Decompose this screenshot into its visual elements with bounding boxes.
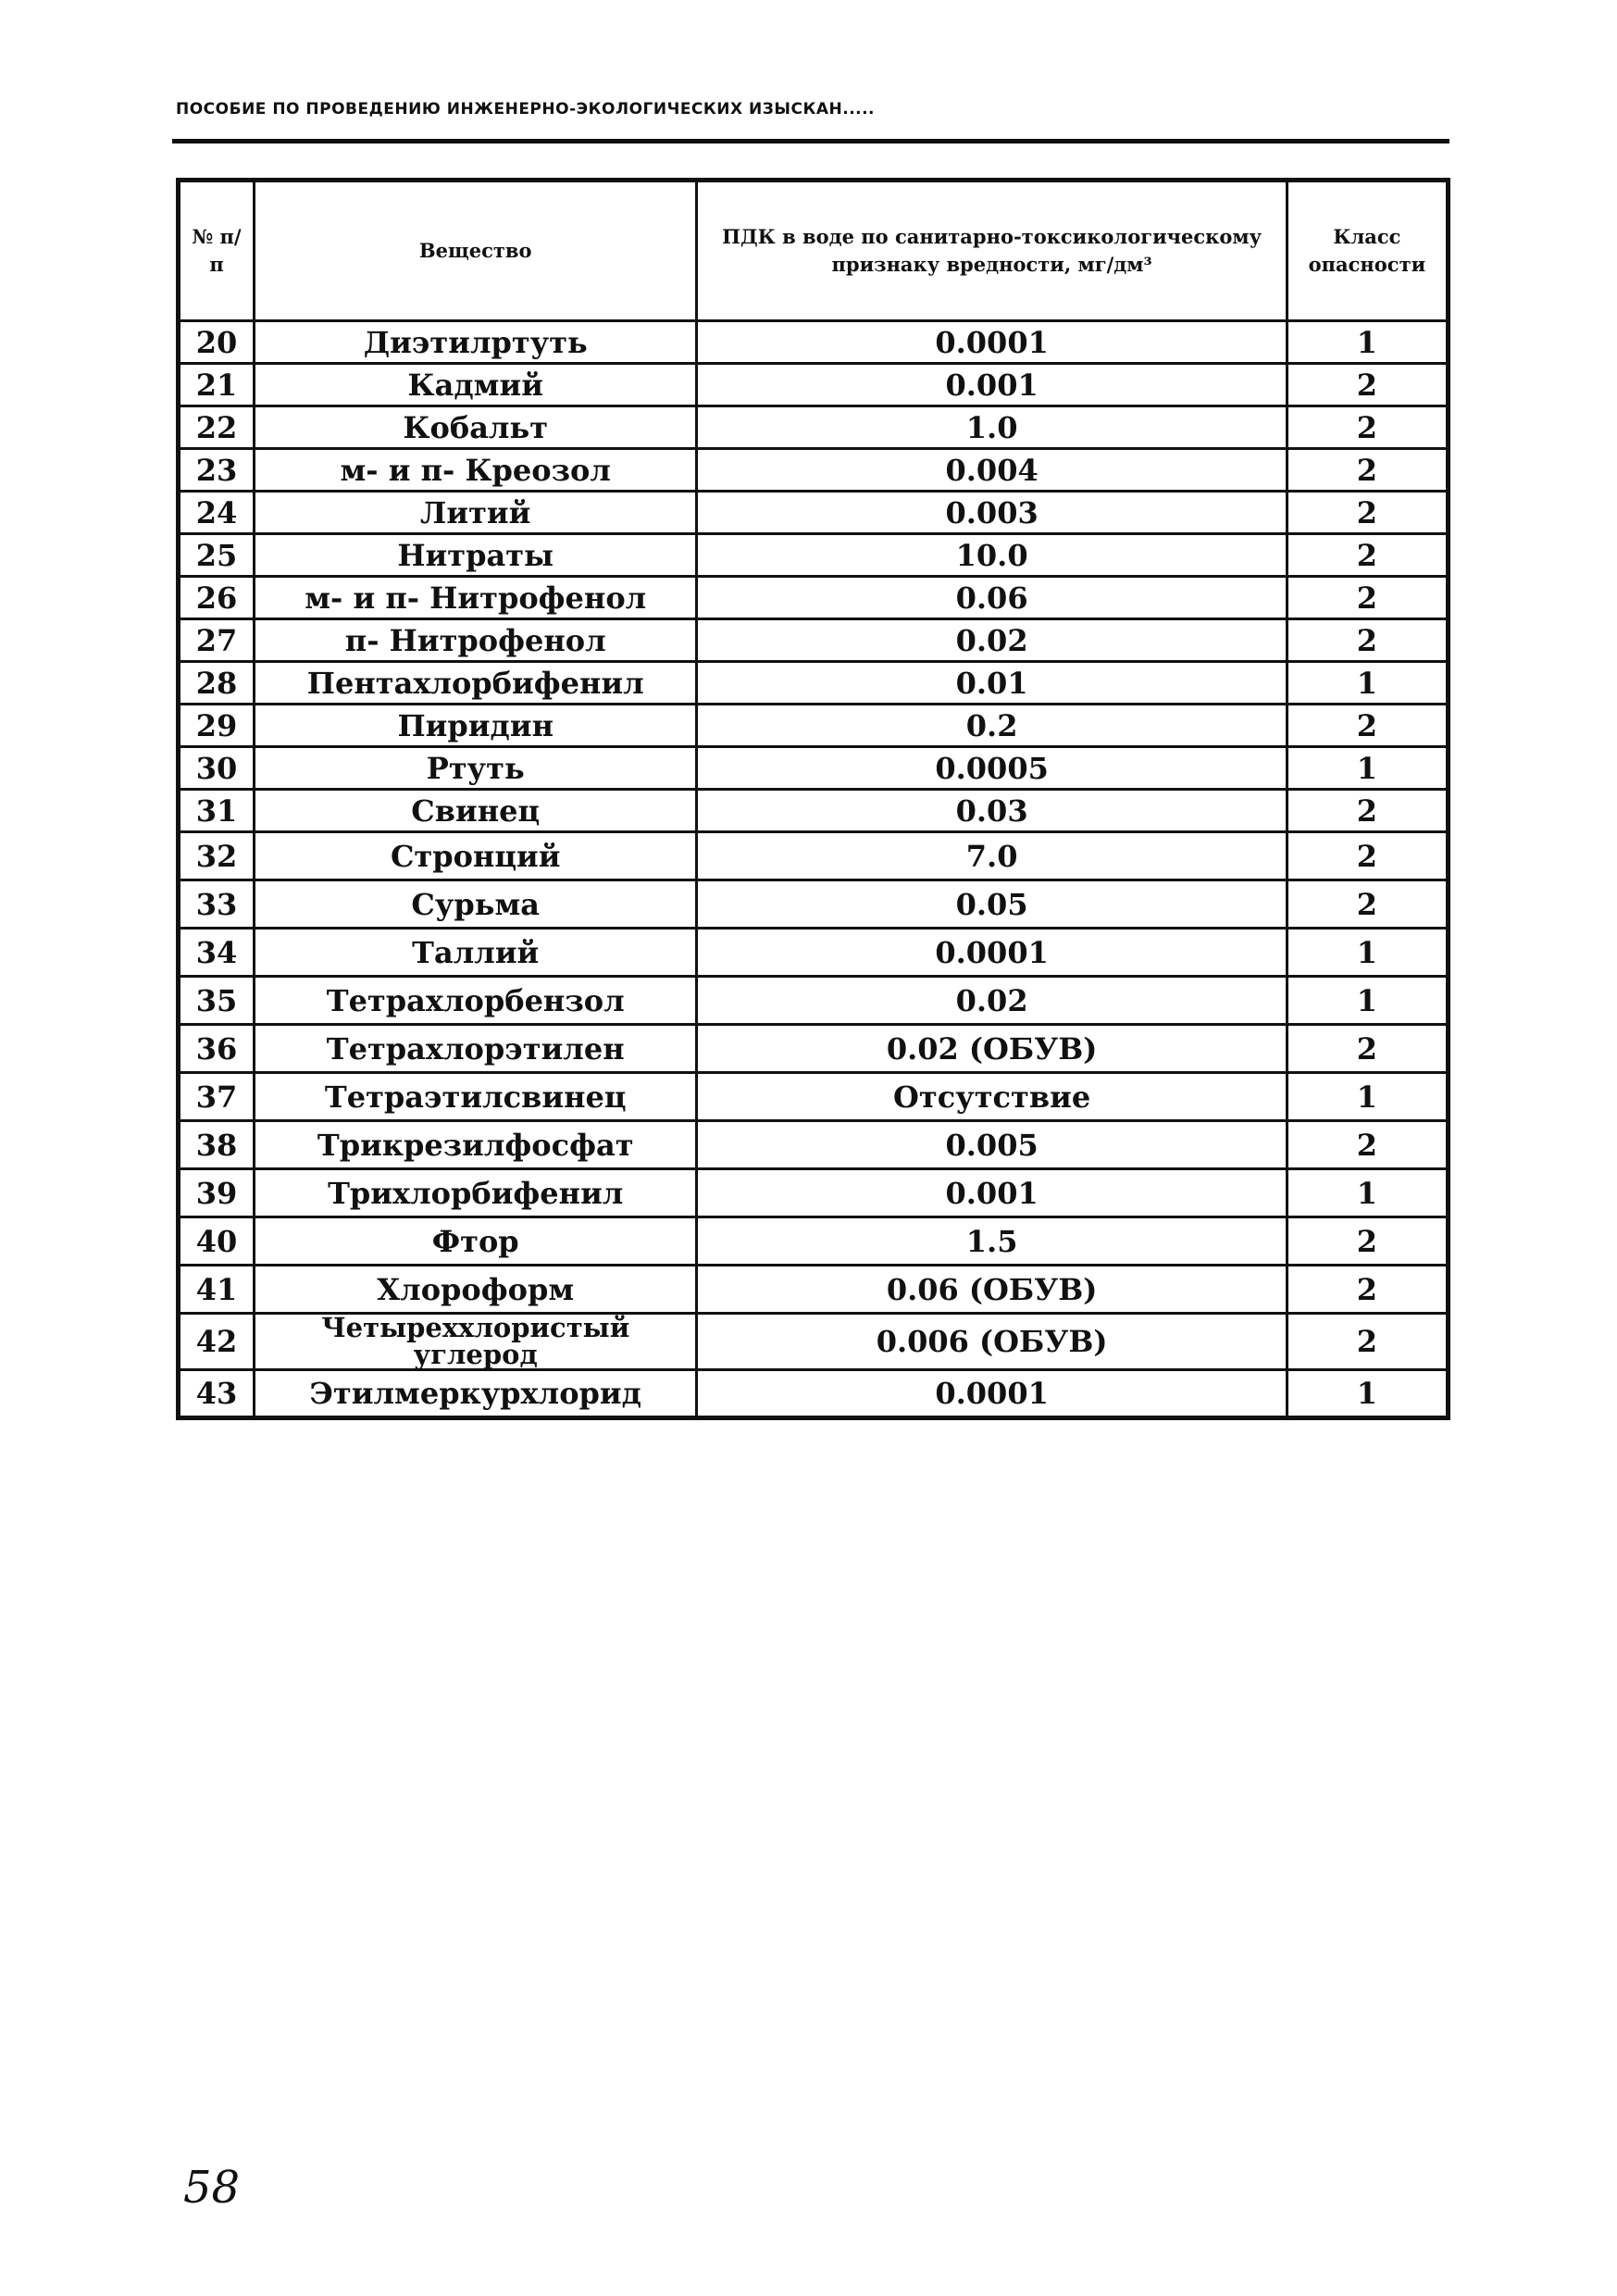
cell-num: 40	[179, 1217, 255, 1266]
table-row	[179, 492, 1449, 534]
table-row	[179, 790, 1449, 832]
cell-hazard-class: 2	[1287, 577, 1448, 619]
cell-hazard-class: 2	[1287, 492, 1448, 534]
cell-num: 43	[179, 1370, 255, 1418]
mpc-table	[176, 178, 1450, 1420]
cell-hazard-class: 1	[1287, 929, 1448, 977]
cell-hazard-class: 1	[1287, 1169, 1448, 1217]
cell-hazard-class: 2	[1287, 705, 1448, 747]
cell-mpc: 0.01	[697, 662, 1287, 705]
cell-mpc: 0.004	[697, 449, 1287, 492]
cell-substance: Таллий	[255, 929, 697, 977]
cell-num: 20	[179, 321, 255, 364]
cell-substance: Диэтилртуть	[255, 321, 697, 364]
table-row	[179, 449, 1449, 492]
cell-mpc: 0.003	[697, 492, 1287, 534]
cell-mpc: 10.0	[697, 534, 1287, 577]
table-row	[179, 534, 1449, 577]
cell-mpc: 0.0001	[697, 929, 1287, 977]
cell-hazard-class: 2	[1287, 1217, 1448, 1266]
table-row	[179, 577, 1449, 619]
table-row	[179, 880, 1449, 929]
cell-substance: Этилмеркурхлорид	[255, 1370, 697, 1418]
cell-num: 24	[179, 492, 255, 534]
cell-num: 41	[179, 1266, 255, 1314]
cell-num: 37	[179, 1073, 255, 1121]
cell-hazard-class: 2	[1287, 364, 1448, 406]
cell-mpc: 1.0	[697, 406, 1287, 449]
cell-num: 23	[179, 449, 255, 492]
table-row	[179, 929, 1449, 977]
cell-mpc: 0.001	[697, 1169, 1287, 1217]
cell-hazard-class: 2	[1287, 1121, 1448, 1169]
cell-substance: Стронций	[255, 832, 697, 880]
cell-hazard-class: 2	[1287, 1025, 1448, 1073]
cell-substance: Ртуть	[255, 747, 697, 790]
cell-substance: Четыреххлористый углерод	[255, 1314, 697, 1370]
cell-hazard-class: 2	[1287, 619, 1448, 662]
cell-num: 30	[179, 747, 255, 790]
cell-mpc: 0.05	[697, 880, 1287, 929]
cell-mpc: 0.02 (ОБУВ)	[697, 1025, 1287, 1073]
table-row	[179, 1169, 1449, 1217]
cell-mpc: 1.5	[697, 1217, 1287, 1266]
cell-mpc: 7.0	[697, 832, 1287, 880]
cell-hazard-class: 1	[1287, 321, 1448, 364]
cell-substance: Литий	[255, 492, 697, 534]
cell-hazard-class: 1	[1287, 747, 1448, 790]
page-number: 58	[183, 2162, 241, 2214]
cell-mpc: 0.02	[697, 977, 1287, 1025]
cell-substance: Трикрезилфосфат	[255, 1121, 697, 1169]
cell-num: 21	[179, 364, 255, 406]
cell-substance: Свинец	[255, 790, 697, 832]
table-row	[179, 1217, 1449, 1266]
table-row	[179, 747, 1449, 790]
cell-hazard-class: 2	[1287, 406, 1448, 449]
cell-mpc: 0.001	[697, 364, 1287, 406]
cell-num: 22	[179, 406, 255, 449]
cell-hazard-class: 2	[1287, 880, 1448, 929]
cell-substance: Пентахлорбифенил	[255, 662, 697, 705]
table-row	[179, 662, 1449, 705]
cell-hazard-class: 2	[1287, 832, 1448, 880]
table-row	[179, 1121, 1449, 1169]
cell-mpc: 0.006 (ОБУВ)	[697, 1314, 1287, 1370]
table-row	[179, 832, 1449, 880]
cell-substance: Хлороформ	[255, 1266, 697, 1314]
header-substance: Вещество	[255, 181, 697, 321]
cell-hazard-class: 1	[1287, 1370, 1448, 1418]
cell-num: 28	[179, 662, 255, 705]
cell-num: 27	[179, 619, 255, 662]
cell-substance: Сурьма	[255, 880, 697, 929]
cell-hazard-class: 1	[1287, 1073, 1448, 1121]
cell-num: 31	[179, 790, 255, 832]
cell-num: 36	[179, 1025, 255, 1073]
header-hazard-class: Класс опасности	[1287, 181, 1448, 321]
cell-substance: м- и п- Нитрофенол	[255, 577, 697, 619]
cell-mpc: Отсутствие	[697, 1073, 1287, 1121]
cell-num: 33	[179, 880, 255, 929]
cell-substance: Тетрахлорбензол	[255, 977, 697, 1025]
cell-substance: Фтор	[255, 1217, 697, 1266]
table-row	[179, 1314, 1449, 1370]
table-row	[179, 1370, 1449, 1418]
cell-substance: Трихлорбифенил	[255, 1169, 697, 1217]
cell-mpc: 0.02	[697, 619, 1287, 662]
cell-num: 26	[179, 577, 255, 619]
cell-hazard-class: 2	[1287, 1266, 1448, 1314]
table-row	[179, 705, 1449, 747]
cell-substance: п- Нитрофенол	[255, 619, 697, 662]
cell-substance: Тетрахлорэтилен	[255, 1025, 697, 1073]
header-mpc: ПДК в воде по санитарно-токсикологическому признаку вредности, мг/дм³	[697, 181, 1287, 321]
cell-mpc: 0.03	[697, 790, 1287, 832]
table-row	[179, 619, 1449, 662]
table-row	[179, 1266, 1449, 1314]
header-rule	[172, 139, 1449, 144]
table-body	[179, 321, 1449, 1418]
header-num: № п/п	[179, 181, 255, 321]
cell-substance: Нитраты	[255, 534, 697, 577]
table-header-row	[179, 181, 1449, 321]
cell-substance: Тетраэтилсвинец	[255, 1073, 697, 1121]
cell-num: 32	[179, 832, 255, 880]
cell-substance: м- и п- Креозол	[255, 449, 697, 492]
running-head: ПОСОБИЕ ПО ПРОВЕДЕНИЮ ИНЖЕНЕРНО-ЭКОЛОГИЧЕСКИХ ИЗЫСКАН.....	[176, 100, 876, 119]
cell-hazard-class: 1	[1287, 977, 1448, 1025]
cell-substance: Кобальт	[255, 406, 697, 449]
cell-mpc: 0.06 (ОБУВ)	[697, 1266, 1287, 1314]
table-row	[179, 1025, 1449, 1073]
cell-hazard-class: 2	[1287, 534, 1448, 577]
cell-substance: Пиридин	[255, 705, 697, 747]
table-row	[179, 1073, 1449, 1121]
cell-mpc: 0.005	[697, 1121, 1287, 1169]
cell-hazard-class: 1	[1287, 662, 1448, 705]
cell-num: 42	[179, 1314, 255, 1370]
cell-mpc: 0.06	[697, 577, 1287, 619]
cell-hazard-class: 2	[1287, 790, 1448, 832]
cell-mpc: 0.0005	[697, 747, 1287, 790]
cell-num: 39	[179, 1169, 255, 1217]
cell-num: 35	[179, 977, 255, 1025]
cell-substance: Кадмий	[255, 364, 697, 406]
cell-mpc: 0.0001	[697, 321, 1287, 364]
cell-hazard-class: 2	[1287, 1314, 1448, 1370]
table-row	[179, 321, 1449, 364]
table-row	[179, 406, 1449, 449]
table-row	[179, 977, 1449, 1025]
cell-mpc: 0.0001	[697, 1370, 1287, 1418]
table-row	[179, 364, 1449, 406]
cell-num: 34	[179, 929, 255, 977]
cell-mpc: 0.2	[697, 705, 1287, 747]
cell-hazard-class: 2	[1287, 449, 1448, 492]
cell-num: 38	[179, 1121, 255, 1169]
cell-num: 29	[179, 705, 255, 747]
cell-num: 25	[179, 534, 255, 577]
